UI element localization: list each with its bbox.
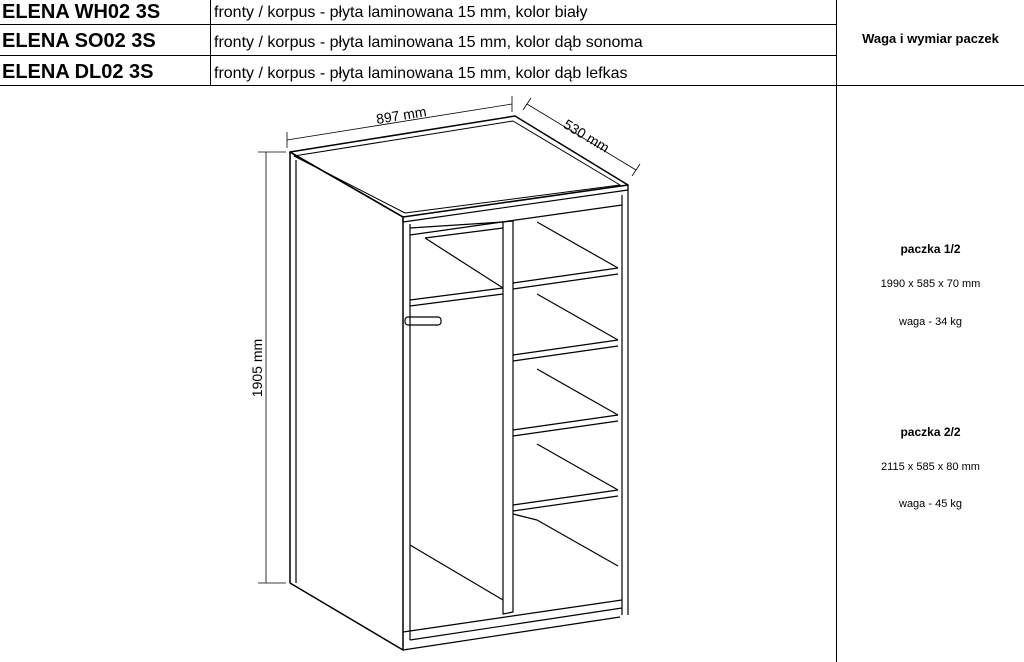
model-description-1: fronty / korpus - płyta laminowana 15 mm, kolor biały bbox=[214, 4, 588, 21]
model-name-3: ELENA DL02 3S bbox=[2, 61, 154, 83]
model-description-3: fronty / korpus - płyta laminowana 15 mm, kolor dąb lefkas bbox=[214, 65, 628, 82]
package-2-dimensions: 2115 x 585 x 80 mm bbox=[881, 461, 980, 473]
package-1-title: paczka 1/2 bbox=[900, 242, 961, 256]
package-1-weight: waga - 34 kg bbox=[899, 316, 962, 328]
model-description-2: fronty / korpus - płyta laminowana 15 mm, kolor dąb sonoma bbox=[214, 34, 643, 51]
package-1-dimensions: 1990 x 585 x 70 mm bbox=[880, 278, 981, 290]
model-name-1: ELENA WH02 3S bbox=[2, 1, 161, 23]
width-dimension-label: 897 mm bbox=[374, 103, 428, 127]
model-name-2: ELENA SO02 3S bbox=[2, 30, 156, 52]
packages-header: Waga i wymiar paczek bbox=[862, 31, 999, 46]
depth-dimension-label: 530 mm bbox=[560, 115, 613, 156]
right-panel-divider bbox=[836, 0, 837, 662]
height-dimension-label: 1905 mm bbox=[249, 338, 265, 398]
package-2-weight: waga - 45 kg bbox=[899, 498, 962, 510]
package-2-title: paczka 2/2 bbox=[900, 425, 961, 439]
